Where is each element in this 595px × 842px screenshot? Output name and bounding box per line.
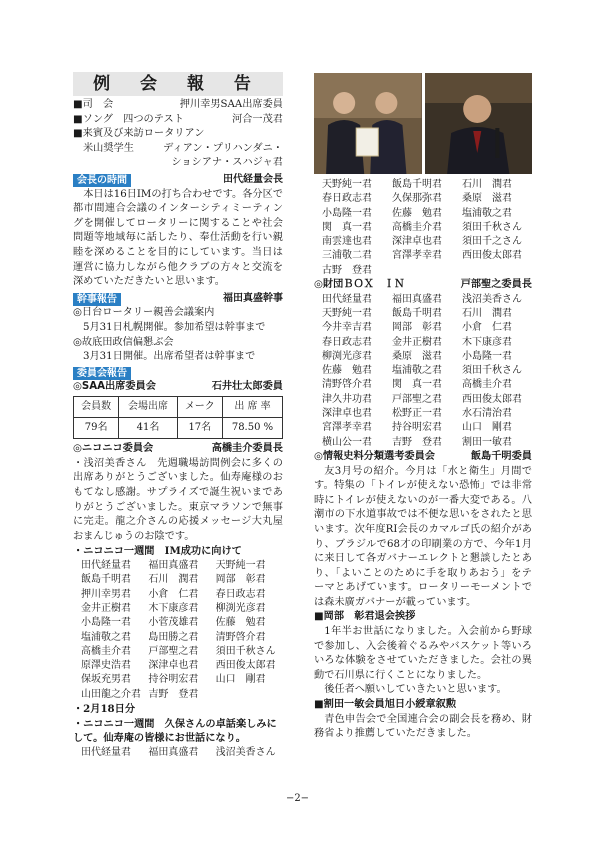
guests-label: 米山奨学生	[83, 142, 134, 154]
member-name: 柳渕光彦君	[322, 350, 372, 362]
info-heading	[314, 450, 532, 465]
song-line	[73, 113, 283, 128]
mc-line	[73, 98, 283, 113]
member-name: 関 真一君	[322, 221, 372, 233]
photos	[314, 73, 532, 174]
niko-week-heading: ・ニコニコ一週間 IM成功に向けて	[73, 545, 242, 558]
table-cell: 41名	[119, 418, 177, 439]
info-speaker: 飯島千明委員	[470, 450, 532, 462]
mc-value: 押川幸男SAA出席委員	[179, 99, 283, 110]
guests-heading: ■来賓及び来訪ロータリアン	[73, 128, 205, 140]
president-text: 本日は16日IMの打ち合わせです。各分区で都市間連合会議のインターシティミーティングを開催してロータリーに関することや社会問題等地域毎に話したり、奉仕活動を行い親睦を深めることを目的にしています。当日は運営に協力しながら他クラブの方々と交流を深めていただきたいと思います。	[73, 188, 283, 288]
table-header: 会場出席	[119, 397, 177, 418]
member-name: 高橋圭介君	[81, 645, 131, 657]
secretary-item: ◎故底田政信偏懇ぶ会	[73, 336, 174, 348]
secretary-item: 5月31日札幌開催。参加希望は幹事まで	[83, 321, 266, 333]
left-column	[73, 72, 283, 760]
member-name: 深津卓也君	[322, 408, 372, 420]
okabe-text-2: 後任者へ願いしていきたいと思います。	[324, 684, 507, 696]
niko-label: ◎ニコニコ委員会	[73, 443, 154, 455]
member-name: 福田真盛君	[148, 560, 199, 572]
niko-names-list-3	[314, 178, 532, 278]
member-name: 三浦敬二君	[322, 250, 372, 262]
member-name: 深津卓也君	[148, 660, 199, 672]
member-name: 山田龍之介君	[81, 688, 141, 700]
member-name: 春日政志君	[322, 193, 372, 205]
member-name: 塩浦敬之君	[392, 365, 442, 377]
info-label: ◎情報史料分類選考委員会	[314, 450, 435, 462]
member-name: 春日政志君	[215, 588, 266, 600]
member-name: 石川 潤君	[462, 179, 512, 190]
member-name: 柳渕光彦君	[215, 602, 266, 614]
member-name: 松野正一君	[392, 408, 442, 420]
member-name: 西田俊太郎君	[215, 660, 276, 672]
member-name: 田代経量君	[81, 560, 131, 572]
member-name: 関 真一君	[392, 379, 442, 391]
member-name: 今井幸吉君	[322, 322, 372, 334]
okabe-text: 1年半お世話になりました。入会前から野球で参加し、入会後着ぐるみやバスケット等いろいろな体験をさせていただきました。会社の異動で石川県に行くことになりました。	[314, 626, 532, 681]
member-name: 岡部 彰君	[215, 574, 266, 586]
member-name: 清野啓介君	[322, 379, 372, 391]
table-cell: 17名	[177, 418, 222, 439]
secretary-item: 3月31日開催。出席希望者は幹事まで	[83, 351, 256, 363]
member-name: 吉野 登君	[148, 688, 199, 700]
member-name: 宮澤孝幸君	[392, 250, 442, 262]
member-name: 小島隆一君	[462, 350, 512, 362]
table-header: メーク	[177, 397, 222, 418]
member-name: 佐藤 勉君	[215, 617, 266, 629]
committee-tag: 委員会報告	[73, 367, 131, 380]
box-label: ◎財団ＢＯＸ ＩＮ	[314, 279, 405, 291]
song-value: 河合一茂君	[232, 113, 283, 125]
photo-award-ceremony	[314, 73, 422, 174]
niko-week-heading-2: ・ニコニコ一週間 久保さんの卓話楽しみにして。仙寿庵の皆様にお世話になり。	[73, 717, 277, 745]
member-name: 古野 登君	[322, 264, 372, 276]
secretary-speaker: 福田真盛幹事	[223, 292, 283, 304]
member-name: 小島隆一君	[81, 617, 131, 629]
member-name: 桑原 滋君	[462, 193, 512, 205]
member-name: 原澤史浩君	[81, 660, 131, 672]
member-name: 津久井功君	[322, 393, 372, 405]
member-name: 飯島千明君	[81, 574, 131, 586]
member-name: 飯島千明君	[392, 179, 442, 190]
member-name: 小倉 仁君	[462, 322, 512, 334]
box-speaker: 戸部聖之委員長	[460, 279, 532, 291]
member-name: 浅沼美香さん	[215, 746, 276, 758]
member-name: 割田一敏君	[462, 436, 512, 448]
guests-line-2: ショシアナ・スハジャ君	[171, 157, 283, 169]
member-name: 宮澤孝幸君	[322, 422, 372, 434]
member-name: 須田千秋さん	[462, 365, 522, 377]
member-name: 石川 潤君	[462, 307, 512, 319]
member-name: 福田真盛君	[148, 746, 199, 758]
guests-line	[73, 142, 283, 157]
president-tag: 会長の時間	[73, 174, 131, 187]
member-name: 塩浦敬之君	[81, 631, 131, 643]
table-header: 出 席 率	[222, 397, 282, 418]
member-name: 水石清治君	[462, 408, 512, 420]
member-name: 持谷明宏君	[392, 422, 442, 434]
member-name: 飯島千明君	[392, 307, 442, 319]
date-line: ・2月18日分	[73, 703, 136, 715]
member-name: 西田俊太郎君	[462, 250, 522, 262]
box-names-list	[314, 293, 532, 450]
warita-text: 青色申告会で全国連合会の副会長を務め、財務省より推薦していただきました。	[314, 713, 532, 740]
member-name: 天野純一君	[322, 307, 372, 319]
member-name: 清野啓介君	[215, 631, 266, 643]
member-name: 佐藤 勉君	[322, 365, 372, 377]
committee-header	[73, 367, 283, 380]
member-name: 戸部聖之君	[148, 645, 199, 657]
right-column	[314, 178, 532, 742]
member-name: 石川 潤君	[148, 574, 199, 586]
attendance-table	[73, 396, 283, 439]
member-name: 塩浦敬之君	[462, 207, 512, 219]
member-name: 吉野 登君	[392, 436, 442, 448]
member-name: 木下康彦君	[462, 336, 512, 348]
page-number: −2−	[285, 793, 310, 804]
okabe-heading: ■岡部 彰君退会挨拶	[314, 611, 416, 623]
member-name: 木下康彦君	[148, 602, 199, 614]
member-name: 田代経量君	[322, 293, 372, 305]
member-name: 小倉 仁君	[148, 588, 199, 600]
niko-speaker: 高橋圭介委員長	[211, 443, 283, 455]
president-speaker: 田代経量会長	[223, 173, 283, 185]
member-name	[462, 264, 532, 278]
secretary-item: ◎日台ロータリー親善会議案内	[73, 307, 215, 319]
member-name: 金井正樹君	[81, 602, 131, 614]
member-name: 須田千秋さん	[462, 221, 522, 233]
song-label: ■ソング 四つのテスト	[73, 113, 184, 125]
member-name: 保坂充男君	[81, 674, 131, 686]
photo-speaker	[425, 73, 533, 174]
info-text: 友3月号の紹介。今月は「水と衛生」月間です。特集の「トイレが使えない恐怖」では非常時にトイレが使えないのが一番大変である。八潮市の下水道事故では不便な思いをされたと思います。次年度RI会長のカマルゴ氏の紹介があり、ブラジルで68才の印刷業の方で、今年1月に来日して各ガバナーエレクトと懇談したとあり、「よいことのために手を取りあおう」をテーマとあげています。ロータリーモーメントでは森未廣ガバナーが載っています。	[314, 465, 532, 608]
box-heading	[314, 278, 532, 293]
member-name: 戸部聖之君	[392, 393, 442, 405]
member-name: 久保那弥君	[392, 193, 442, 205]
member-name: 福田真盛君	[392, 293, 442, 305]
niko-names-list	[73, 559, 283, 702]
member-name: 南雲達也君	[322, 236, 372, 248]
guests-value: ディアン・プリハンダニ・	[163, 142, 283, 154]
president-header	[73, 173, 283, 188]
member-name: 天野純一君	[215, 560, 266, 572]
table-header: 会員数	[74, 397, 119, 418]
member-name	[392, 264, 462, 278]
member-name	[216, 688, 283, 702]
member-name: 小島隆一君	[322, 207, 372, 219]
member-name: 横山公一君	[322, 436, 372, 448]
member-name: 桑原 滋君	[392, 350, 442, 362]
member-name: 西田俊太郎君	[462, 393, 522, 405]
warita-heading: ■割田一敏会員旭日小綬章叙勲	[314, 699, 457, 711]
member-name: 高橋圭介君	[392, 221, 442, 233]
member-name: 春日政志君	[322, 336, 372, 348]
member-name: 天野純一君	[322, 179, 372, 190]
niko-text: ・浅沼美香さん 先週職場訪問例会に多くの出席ありがとうございました。仙寿庵様のおもてなし感謝。サプライズで誕生祝いまでありがとうございました。東京マラソンで無事に完走。龍之介さんの応援メッセージ大丸屋おまんじゅうのお陰です。	[73, 457, 283, 542]
member-name: 深津卓也君	[392, 236, 442, 248]
saa-heading	[73, 380, 283, 395]
member-name: 須田千之さん	[462, 236, 522, 248]
secretary-tag: 幹事報告	[73, 293, 121, 306]
niko-names-list-2	[73, 746, 283, 760]
member-name: 持谷明宏君	[148, 674, 199, 686]
member-name: 高橋圭介君	[462, 379, 512, 391]
member-name: 田代経量君	[81, 746, 131, 758]
secretary-header	[73, 292, 283, 307]
saa-speaker: 石井壮太郎委員	[211, 380, 283, 392]
niko-heading	[73, 442, 283, 457]
saa-label: ◎SAA出席委員会	[73, 380, 156, 392]
member-name: 小菅茂雄君	[148, 617, 199, 629]
table-cell: 79名	[74, 418, 119, 439]
page-title: 例 会 報 告	[73, 72, 283, 96]
member-name: 山口 剛君	[462, 422, 512, 434]
member-name: 山口 剛君	[215, 674, 266, 686]
member-name: 須田千秋さん	[215, 645, 276, 657]
member-name: 佐藤 勉君	[392, 207, 442, 219]
member-name: 浅沼美香さん	[462, 293, 522, 305]
member-name: 金井正樹君	[392, 336, 442, 348]
member-name: 岡部 彰君	[392, 322, 442, 334]
member-name: 島田勝之君	[148, 631, 199, 643]
member-name: 押川幸男君	[81, 588, 131, 600]
table-cell: 78.50 %	[222, 418, 282, 439]
mc-label: ■司 会	[73, 99, 114, 110]
